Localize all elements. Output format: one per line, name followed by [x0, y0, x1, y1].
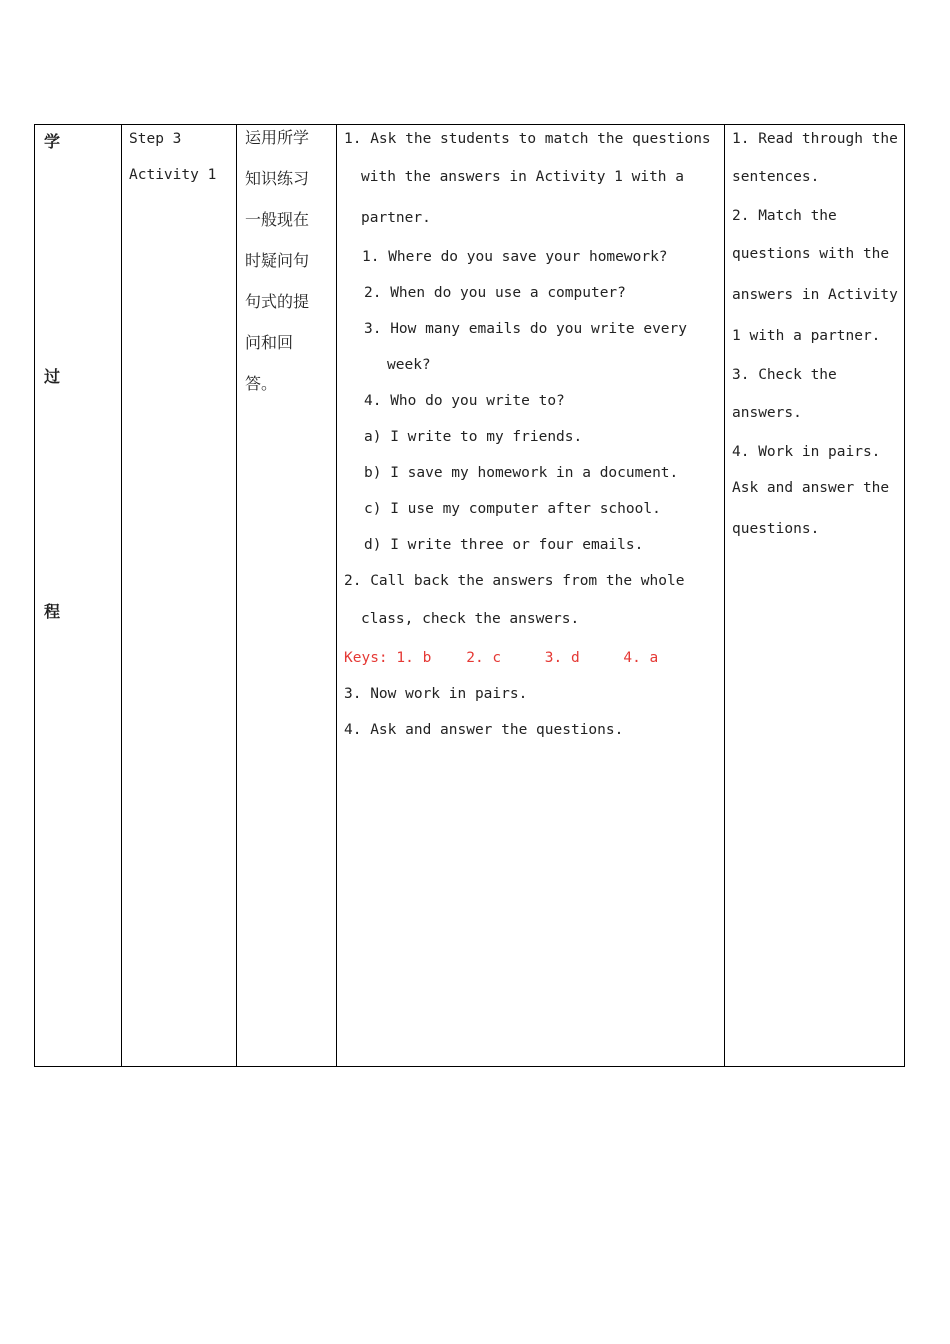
step-cell [129, 121, 233, 1066]
question-4: 4. Who do you write to? [364, 393, 565, 409]
objective-cell [245, 117, 333, 1066]
answer-c: c) I use my computer after school. [364, 501, 661, 517]
lesson-table [34, 124, 905, 1067]
student-line: answers in Activity [732, 287, 898, 303]
answer-d: d) I write three or four emails. [364, 537, 644, 553]
student-line: sentences. [732, 169, 820, 185]
student-line: Ask and answer the [732, 480, 890, 496]
student-line: questions with the [732, 246, 890, 262]
answer-b: b) I save my homework in a document. [364, 465, 679, 481]
student-activity-cell [732, 121, 902, 1066]
student-line: answers. [732, 405, 802, 421]
objective-line: 时疑问句 [245, 251, 310, 270]
student-line: 2. Match the [732, 208, 837, 224]
objective-line: 问和回 [245, 333, 294, 352]
teacher-item-2: 2. Call back the answers from the whole [344, 573, 685, 589]
teacher-item-1-cont: with the answers in Activity 1 with a [361, 169, 685, 185]
question-3: 3. How many emails do you write every [364, 321, 688, 337]
activity-label: Activity 1 [129, 167, 217, 183]
teacher-item-4: 4. Ask and answer the questions. [344, 722, 624, 738]
objective-line: 一般现在 [245, 210, 310, 229]
teacher-item-2-cont: class, check the answers. [361, 611, 580, 627]
column-divider [236, 125, 237, 1066]
column-divider [336, 125, 337, 1066]
column-divider [121, 125, 122, 1066]
question-1: 1. Where do you save your homework? [362, 249, 668, 265]
stage-cell [35, 125, 121, 1066]
student-line: 4. Work in pairs. [732, 444, 881, 460]
teacher-item-3: 3. Now work in pairs. [344, 686, 528, 702]
teacher-item-1: 1. Ask the students to match the questions [344, 131, 711, 147]
stage-char-3: 程 [44, 602, 61, 621]
step-label: Step 3 [129, 131, 182, 147]
objective-line: 句式的提 [245, 292, 310, 311]
objective-line: 知识练习 [245, 169, 310, 188]
student-line: questions. [732, 521, 820, 537]
objective-line: 运用所学 [245, 128, 310, 147]
teacher-activity-cell [344, 121, 722, 1066]
column-divider [724, 125, 725, 1066]
student-line: 3. Check the [732, 367, 837, 383]
teacher-item-1-cont: partner. [361, 210, 431, 226]
student-line: 1. Read through the [732, 131, 898, 147]
answer-a: a) I write to my friends. [364, 429, 583, 445]
stage-char-1: 学 [44, 132, 61, 151]
answer-keys: Keys: 1. b 2. c 3. d 4. a [344, 650, 659, 666]
question-3-cont: week? [387, 357, 431, 373]
question-2: 2. When do you use a computer? [364, 285, 626, 301]
objective-line: 答。 [245, 374, 278, 393]
student-line: 1 with a partner. [732, 328, 881, 344]
stage-char-2: 过 [44, 367, 61, 386]
